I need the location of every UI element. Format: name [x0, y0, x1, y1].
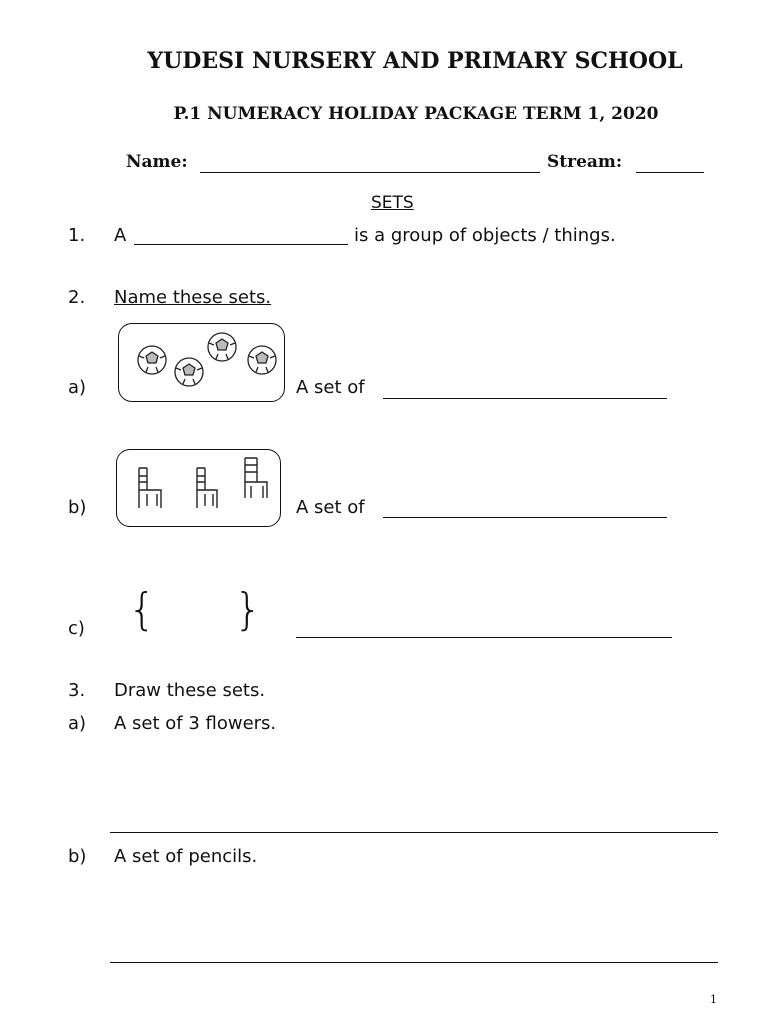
q2b-answer-blank[interactable] — [383, 517, 667, 518]
q3a-text: A set of 3 flowers. — [114, 713, 277, 734]
q1-suffix: is a group of objects / things. — [354, 225, 616, 246]
q2c-letter: c) — [68, 618, 85, 639]
q3b-text: A set of pencils. — [114, 846, 258, 867]
football-set-picture — [119, 324, 284, 401]
name-label: Name: — [126, 152, 188, 172]
q3b-drawing-line[interactable] — [110, 962, 718, 963]
football-icon — [175, 358, 203, 386]
q1-prefix: A — [114, 225, 127, 246]
q3-number: 3. — [68, 680, 86, 701]
package-title: P.1 NUMERACY HOLIDAY PACKAGE TERM 1, 2020 — [173, 104, 659, 124]
q2b-letter: b) — [68, 497, 87, 518]
football-icon — [208, 333, 236, 361]
set-close-brace: } — [234, 584, 262, 635]
stream-label: Stream: — [547, 152, 623, 172]
chair-icon — [245, 458, 267, 498]
chair-set-picture — [117, 450, 280, 526]
football-icon — [138, 346, 166, 374]
q2-instruction: Name these sets. — [114, 287, 272, 308]
page-number: 1 — [710, 993, 717, 1006]
topic-heading: SETS — [371, 193, 414, 213]
q3b-letter: b) — [68, 846, 87, 867]
q2a-letter: a) — [68, 377, 87, 398]
chair-set-box — [116, 449, 281, 527]
school-title: YUDESI NURSERY AND PRIMARY SCHOOL — [147, 48, 683, 74]
q2c-answer-blank[interactable] — [296, 637, 672, 638]
set-open-brace: { — [128, 584, 156, 635]
chair-icon — [197, 468, 217, 508]
chair-icon — [139, 468, 161, 508]
q3a-letter: a) — [68, 713, 87, 734]
name-field[interactable] — [200, 172, 540, 173]
q1-number: 1. — [68, 225, 86, 246]
q3-instruction: Draw these sets. — [114, 680, 266, 701]
q2-number: 2. — [68, 287, 86, 308]
football-set-box — [118, 323, 285, 402]
q2b-prompt: A set of — [296, 497, 365, 518]
q2a-prompt: A set of — [296, 377, 365, 398]
q2a-answer-blank[interactable] — [383, 398, 667, 399]
football-icon — [248, 346, 276, 374]
stream-field[interactable] — [636, 172, 704, 173]
q3a-drawing-line[interactable] — [110, 832, 718, 833]
q1-answer-blank[interactable] — [134, 244, 348, 245]
